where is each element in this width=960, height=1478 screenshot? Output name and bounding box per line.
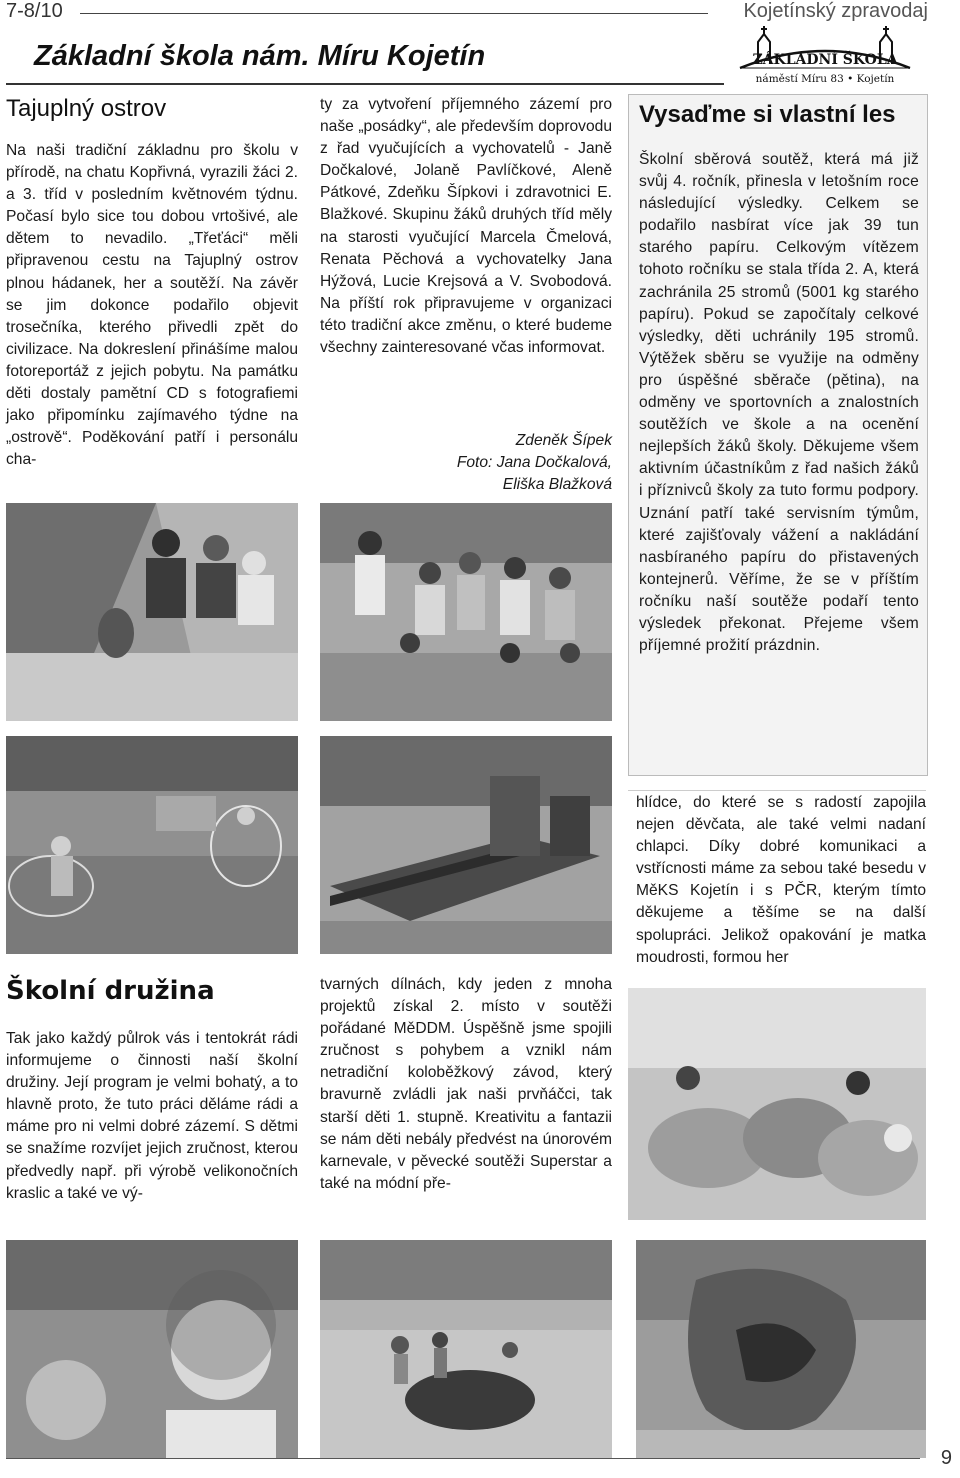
photo-pig-walk — [320, 1240, 612, 1458]
article-text-druzina-left: Tak jako každý půlrok vás i tentokrát rádi informujeme o činnosti naší školní družiny. Její program je velmi bohatý, a to hlavně proto, že tuto práci děláme rádi a máme pro ni velmi dobré zázemí. S dětmi se snažíme rozvíjet jejich zručnost, kterou předvedly např. při výrobě velikonočních kraslic a také ve vý- — [6, 1030, 298, 1202]
article-text-tajuplny-left: Na naši tradiční základnu pro školu v přírodě, na chatu Kopřivná, vyrazili žáci 2. a 3. tříd v posledním květnovém týdnu. Počasí bylo sice tou dobou vrtošivé, ale dětem to nevadilo. „Třeťáci“ měli připravenou cestu na Tajuplný ostrov plnou hádanek, her a soutěží. Na závěr se jim dokonce podařilo objevit trosečníka, kterého přivedli zpět do civilizace. Na dokreslení přinášíme malou fotoreportáž z jejich pobytu. Na památku děti dostaly pamětní CD s fotografiemi jako připomínku zajímavého týdne na „ostrově“. Poděkování patří i personálu cha- — [6, 142, 298, 469]
article-text-druzina-right: hlídce, do které se s radostí zapojila nejen děvčata, ale také velmi nadaní chlapci. Díky dobré komunikaci a vstřícnosti máme za sebou také besedu v MěKS Kojetín i s PČR, kterým tímto děkujeme a těšíme se na další spolupráci. Jelikož opakování je matka moudrosti, formou her — [636, 794, 926, 966]
issue-number: 7-8/10 — [6, 0, 63, 22]
article-heading-tajuplny: Tajuplný ostrov — [6, 95, 167, 122]
photo-wooden-fort — [320, 736, 612, 954]
photo-girl-portrait — [6, 1240, 298, 1458]
article-text-tajuplny-middle: ty za vytvoření příjemného zázemí pro naše „posádky“, ale především doprovodu z řad vyučujících a vychovatelů - Janě Dočkalové, Jolaně Pavlíčkové, Aleně Pátkové, Zdeňku Šípkovi i zdravotnici E. Blažkové. Skupinu žáků druhých tříd měly na starosti vyučující Marcela Čmelová, Renata Pěchová a vychovatelky Jana Hýžová, Lucie Krejsová a V. Svobodová. Na příští rok připravujeme v organizaci této tradiční akce změnu, o které budeme všechny zainteresované včas informovat. — [320, 96, 612, 357]
photo-class-group — [320, 503, 612, 721]
signature-photo-2: Eliška Blažková — [502, 476, 612, 494]
article-heading-druzina: Školní družina — [6, 976, 215, 1006]
article-heading-les: Vysaďme si vlastní les — [639, 101, 896, 128]
photo-beanbags — [628, 988, 926, 1220]
sidebar-box-les — [628, 94, 928, 776]
signature-photo-1: Foto: Jana Dočkalová, — [456, 454, 612, 472]
publication-title: Kojetínský zpravodaj — [743, 0, 928, 22]
photo-dragon-statue — [636, 1240, 926, 1458]
logo-address: náměstí Míru 83 • Kojetín — [755, 73, 895, 85]
title-rule — [6, 83, 724, 85]
page-title: Základní škola nám. Míru Kojetín — [34, 40, 486, 72]
page-number: 9 — [940, 1447, 952, 1469]
logo-name: ZÁKLADNÍ ŠKOLA — [752, 52, 898, 68]
article-text-les: Školní sběrová soutěž, která má již svůj 4. ročník, přinesla v letošním roce následující výsledky. Celkem se podařilo nasbírat více jak 39 tun starého papíru. Celkovým vítězem tohoto ročníku se stala třída 2. A, která zachránila 25 stromů (5001 kg starého papíru). Pokud se započítaly celkové výsledky, děti uchránily 195 stromů. Výtěžek sběru se využije na odměny pro úspěšné sběrače (pětina), na odměny ve sportovních a znalostních soutěžích ve škole a na ocenění nejlepších žáků školy. Děkujeme všem aktivním účastníkům z řad našich žáků i příznivců školy za tuto formu podpory. Uznání patří také servisním týmům, které zajišťovaly vážení a nakládání nasbíraného papíru do přistavených kontejnerů. Věříme, že se v příštím ročníku naší soutěže podaří tento výsledek překonat. Přejeme všem příjemné prožití prázdnin. — [639, 151, 919, 655]
article-text-druzina-middle: tvarných dílnách, kdy jeden z mnoha projektů získal 2. místo v soutěži pořádané MěDDM. Úspěšně jsme spojili zručnost s pohybem a vznikl nám netradiční koloběžkový závod, který bravurně zvládli jak naši prvňáčci, tak starší děti 1. stupně. Kreativitu a fantazii se nám děti nebály předvést na únorovém karnevale, v pěvecké soutěži Superstar a také na módní pře- — [320, 976, 612, 1192]
article-signature — [320, 430, 612, 496]
school-logo — [730, 24, 930, 86]
bottom-rule — [6, 1458, 920, 1459]
header-rule — [80, 13, 708, 14]
photo-hula-hoops — [6, 736, 298, 954]
signature-author: Zdeněk Šípek — [515, 432, 612, 449]
photo-children-ropes — [6, 503, 298, 721]
